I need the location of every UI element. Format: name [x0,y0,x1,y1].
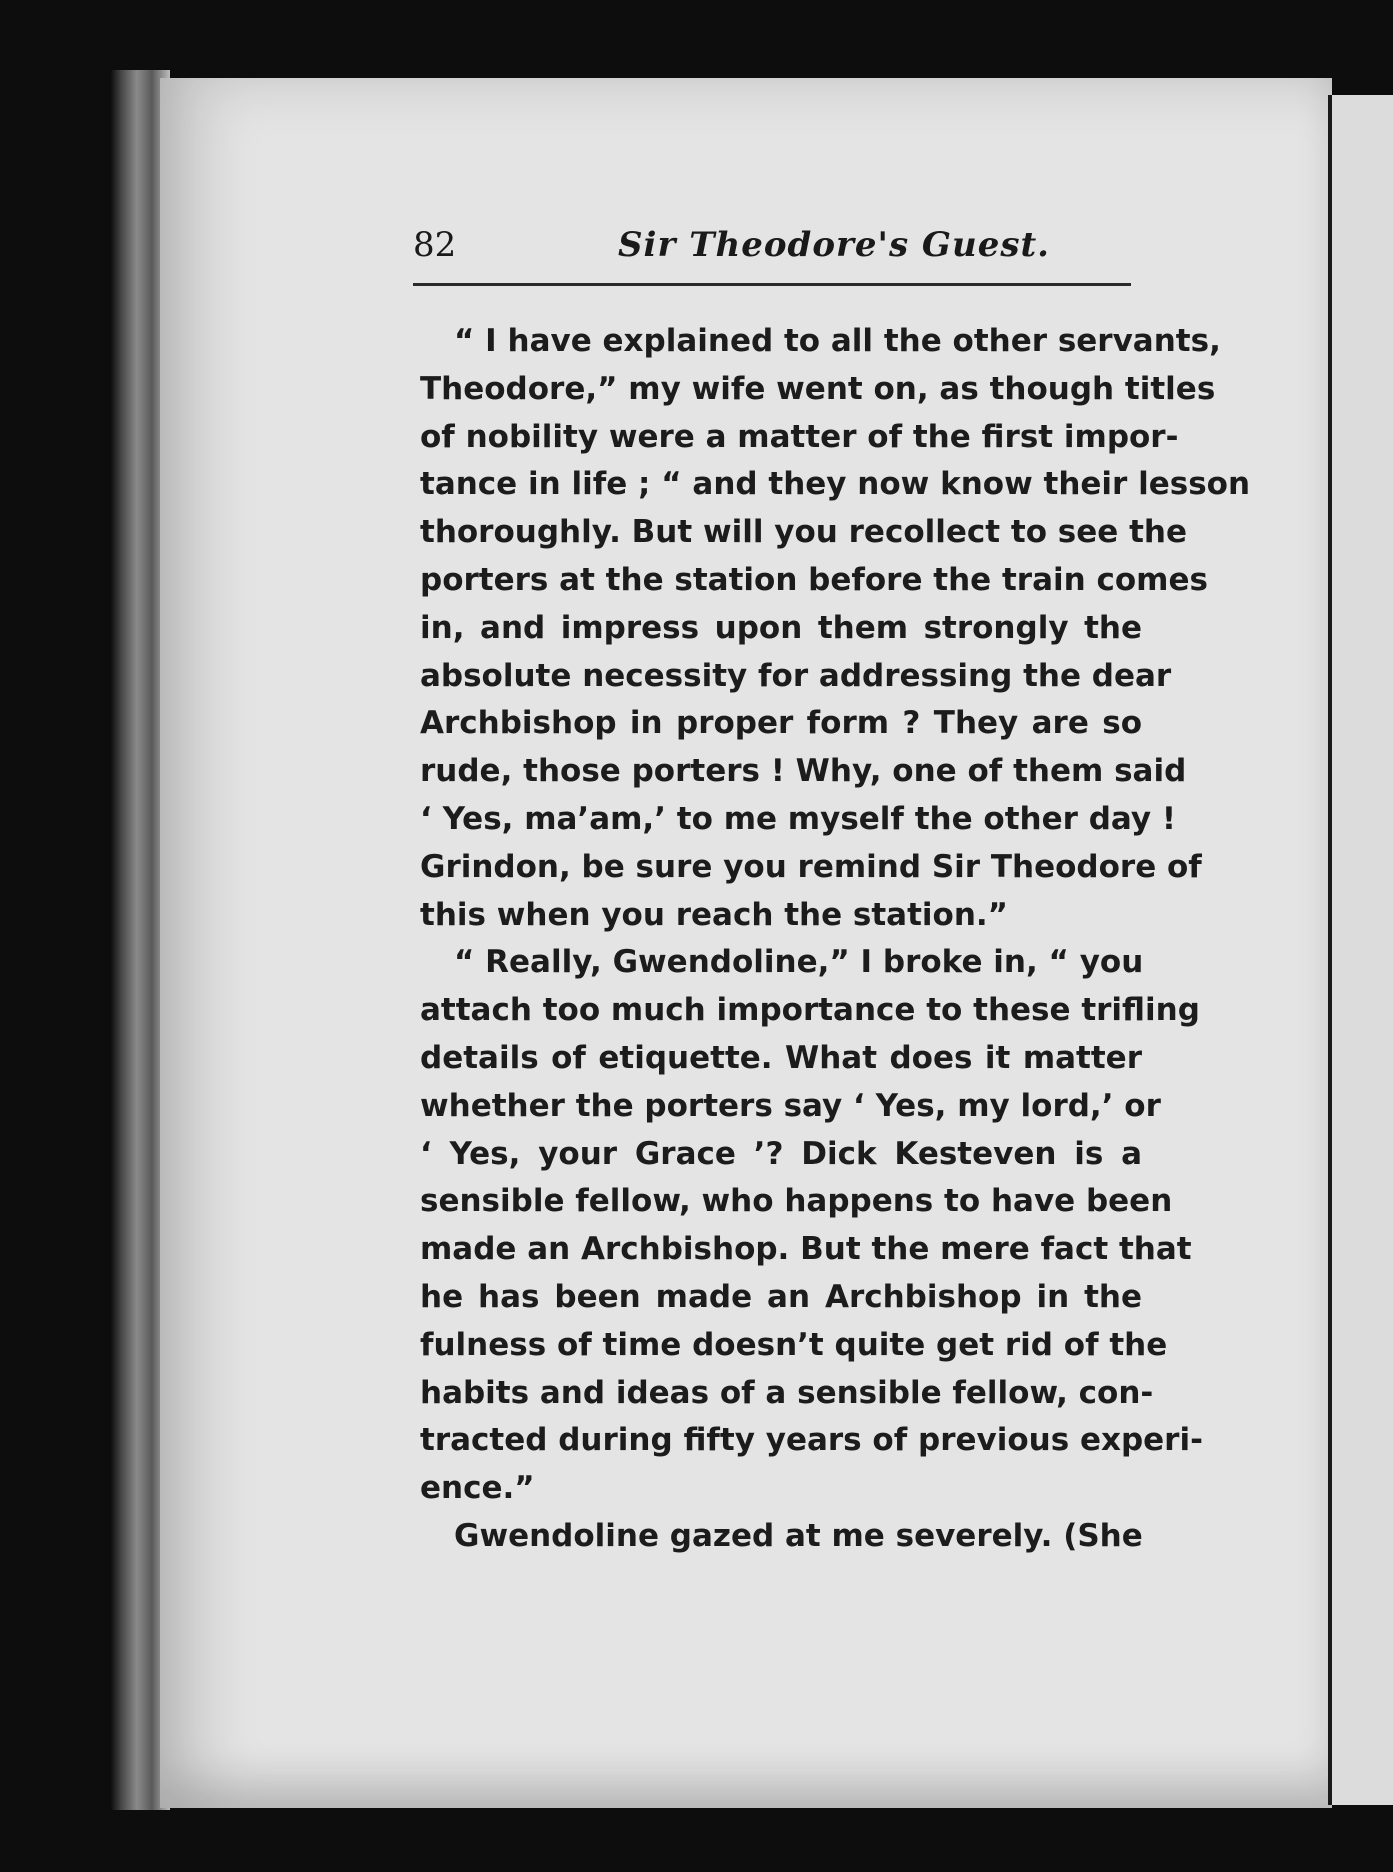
text-line: sensible fellow, who happens to have been [420,1183,1173,1220]
text-line: Archbishop in proper form ? They are so [420,705,1142,742]
text-line: Grindon, be sure you remind Sir Theodore of [420,848,1202,885]
text-line: Theodore,” my wife went on, as though titles [420,370,1216,407]
text-line: tracted during fifty years of previous experi- [420,1422,1203,1459]
text-line: ‘ Yes, ma’am,’ to me myself the other day ! [420,800,1176,837]
text-line: made an Archbishop. But the mere fact that [420,1231,1192,1268]
page-header [413,225,1135,277]
text-line: Gwendoline gazed at me severely. (She [454,1517,1143,1554]
text-line: ‘ Yes, your Grace ’? Dick Kesteven is a [420,1135,1142,1172]
text-line: habits and ideas of a sensible fellow, con- [420,1374,1154,1411]
text-line: thoroughly. But will you recollect to see the [420,514,1188,551]
page-body [420,318,1251,1561]
text-line: “ I have explained to all the other servants, [454,323,1221,359]
text-line: “ Really, Gwendoline,” I broke in, “ you [454,944,1144,981]
text-line: this when you reach the station.” [420,896,1009,933]
text-line: ence.” [420,1470,535,1507]
page-number: 82 [413,225,457,265]
text-line: attach too much importance to these trifling [420,992,1200,1029]
text-line: details of etiquette. What does it matter [420,1039,1142,1076]
text-line: of nobility were a matter of the first impor- [420,418,1179,455]
text-line: in, and impress upon them strongly the [420,609,1142,646]
text-line: porters at the station before the train comes [420,561,1208,598]
text-line: tance in life ; “ and they now know their lesson [420,466,1251,503]
text-line: absolute necessity for addressing the dear [420,657,1172,694]
header-rule [413,283,1131,286]
text-line: he has been made an Archbishop in the [420,1278,1142,1315]
text-line: rude, those porters ! Why, one of them said [420,753,1187,790]
running-title: Sir Theodore's Guest. [618,225,1051,265]
text-line: whether the porters say ‘ Yes, my lord,’ or [420,1087,1161,1124]
text-line: fulness of time doesn’t quite get rid of the [420,1326,1168,1363]
facing-page-edge [1328,95,1393,1805]
